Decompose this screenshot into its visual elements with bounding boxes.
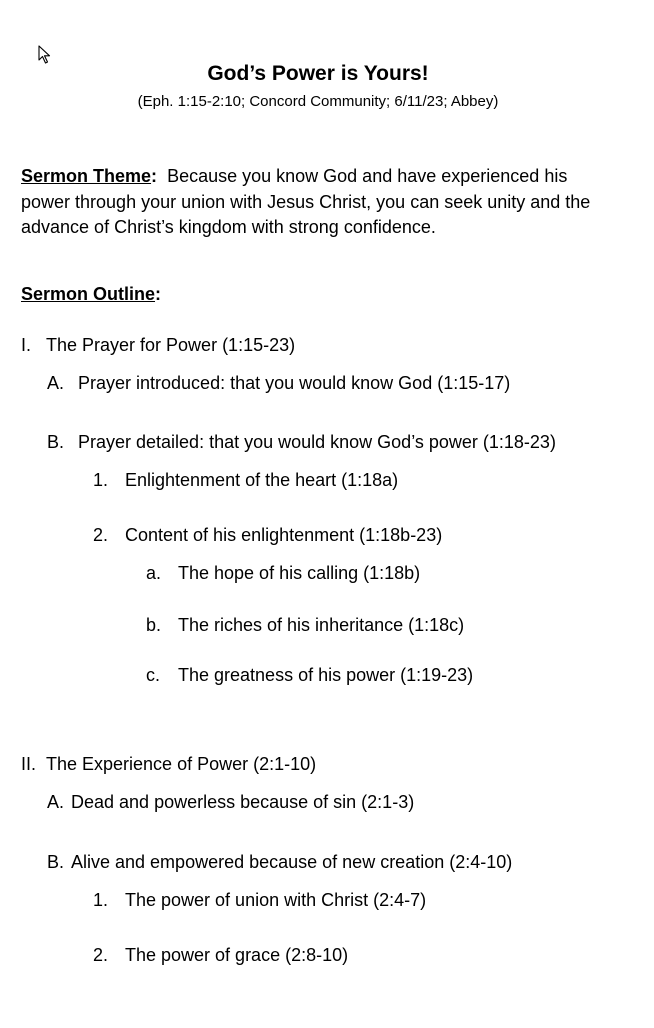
outline-text: The power of union with Christ (2:4-7) [125,890,427,910]
sermon-theme-label: Sermon Theme [21,166,152,186]
outline-number: a. [146,563,162,583]
outline-text: Content of his enlightenment (1:18b-23) [125,525,443,545]
document-subtitle: (Eph. 1:15-2:10; Concord Community; 6/11/23; Abbey) [137,93,499,110]
outline-item [47,792,414,813]
outline-number: A. [47,373,65,393]
outline-item [93,525,442,546]
outline-text: Prayer detailed: that you would know God’s power (1:18-23) [78,432,556,452]
outline-text: Alive and empowered because of new creation (2:4-10) [71,852,513,872]
sermon-theme-text: Because you know God and have experienced his power through your union with Jesus Christ, you can seek unity and the advance of Christ’s kingdom with strong confidence. [21,166,591,237]
sermon-outline-heading: Sermon Outline: [21,284,162,304]
outline-item [47,373,510,394]
outline-text: The riches of his inheritance (1:18c) [178,615,465,635]
outline-item [47,432,556,453]
outline-text: The hope of his calling (1:18b) [178,563,421,583]
outline-number: 1. [93,890,109,910]
outline-text: The Prayer for Power (1:15-23) [46,335,296,355]
outline-item [21,754,316,775]
outline-number: A. [47,792,65,812]
outline-item [146,615,464,636]
outline-number: c. [146,665,161,685]
outline-number: B. [47,852,65,872]
outline-text: Prayer introduced: that you would know God (1:15-17) [78,373,511,393]
outline-number: 1. [93,470,109,490]
outline-number: 2. [93,945,109,965]
outline-text: The power of grace (2:8-10) [125,945,349,965]
outline-item [47,852,512,873]
outline-text: Enlightenment of the heart (1:18a) [125,470,399,490]
outline-number: I. [21,335,32,355]
outline-item [93,890,426,911]
outline-text: The Experience of Power (2:1-10) [46,754,317,774]
outline-number: b. [146,615,162,635]
outline-item [146,563,420,584]
outline-text: The greatness of his power (1:19-23) [178,665,474,685]
sermon-outline-label: Sermon Outline [21,284,156,304]
sermon-theme: Sermon Theme: Because you know God and have experienced his power through your union with Jesus Christ, you can seek unity and the advance of Christ’s kingdom with strong confidence. [21,166,591,237]
outline-number: B. [47,432,65,452]
outline-item [146,665,473,686]
outline-item [93,470,398,491]
outline-number: 2. [93,525,109,545]
outline-item [93,945,348,966]
outline-text: Dead and powerless because of sin (2:1-3) [71,792,415,812]
outline-item [21,335,295,356]
document-title: God’s Power is Yours! [207,62,429,85]
outline-number: II. [21,754,37,774]
